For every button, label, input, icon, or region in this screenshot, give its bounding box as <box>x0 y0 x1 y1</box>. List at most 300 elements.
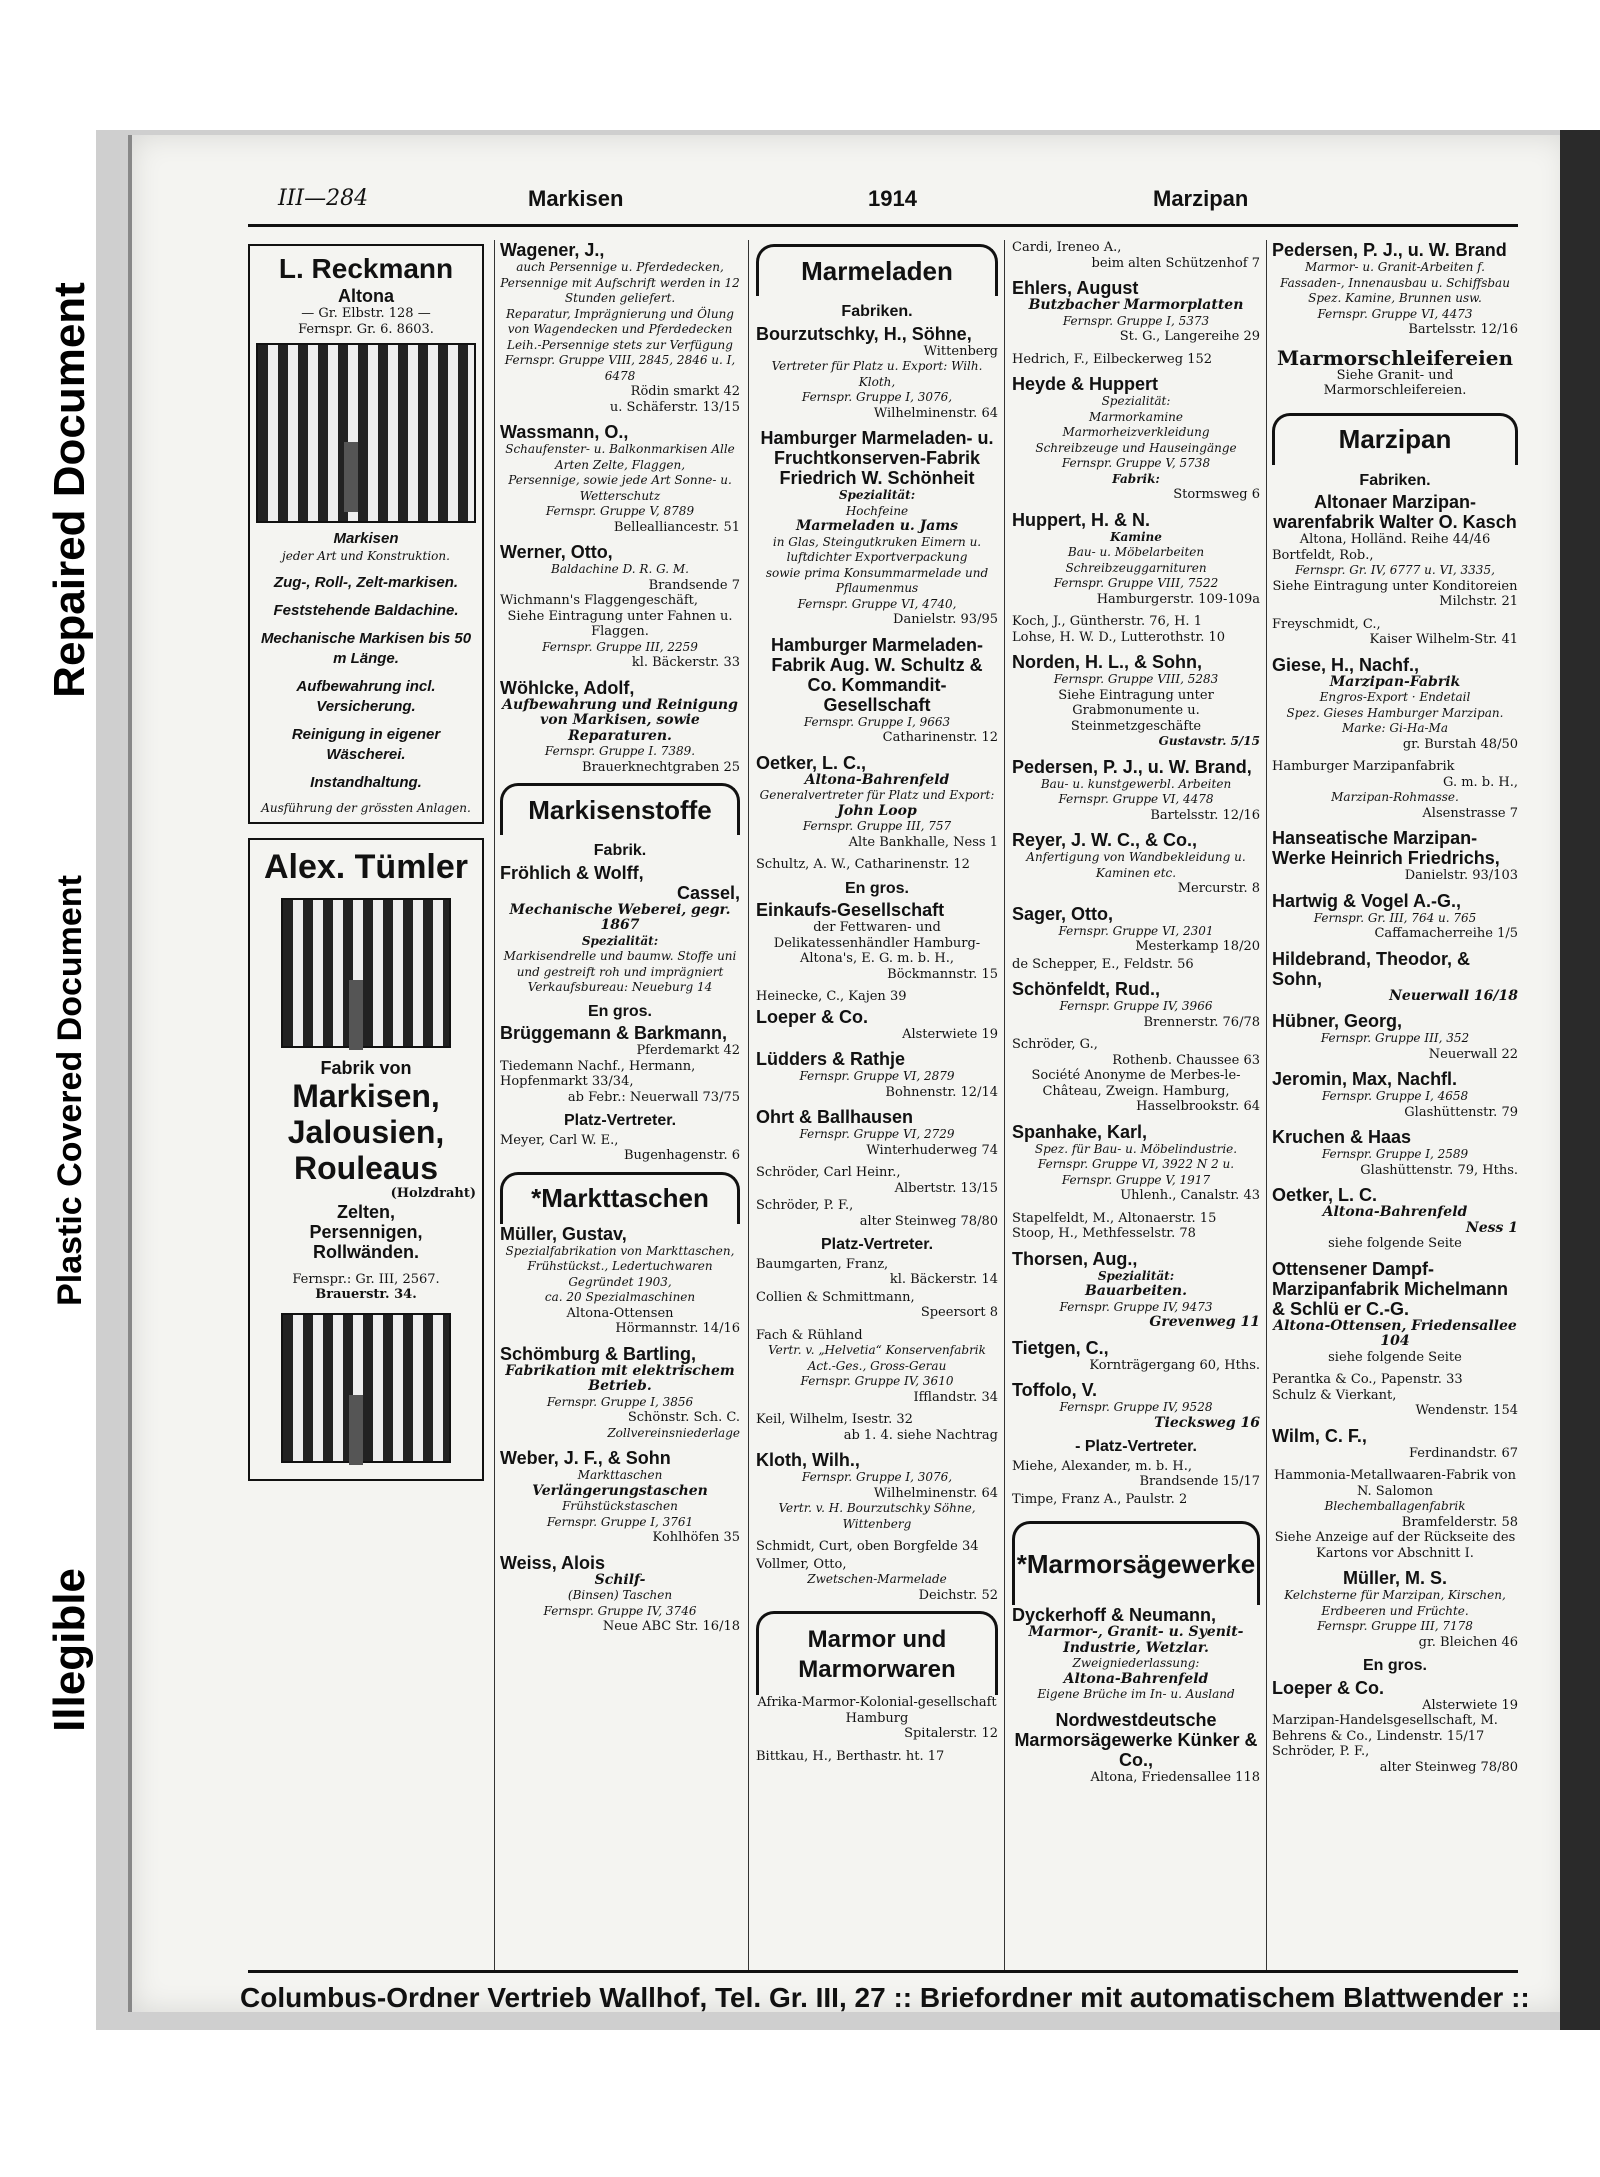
entry-desc: Spezialfabrikation von Markttaschen, Frühstückst., Ledertuchwaren <box>505 1243 735 1273</box>
entry <box>500 240 740 415</box>
entry-name: Kloth, Wilh., <box>756 1450 860 1470</box>
entry-text: Altona, Holländ. Reihe 44/46 <box>1299 532 1491 547</box>
entry-text: Hedrich, F., Eilbeckerweg 152 <box>1012 351 1213 367</box>
entry-desc: Fernspr. Gruppe VI, 2879 <box>799 1069 955 1083</box>
entry-desc: Reparatur, Imprägnierung und Ölung von Wagendecken und Pferdedecken <box>506 306 734 336</box>
entry-address: Deichstr. 52 <box>918 1587 998 1603</box>
shutter-illustration <box>281 898 451 1048</box>
entry-name: Spanhake, Karl, <box>1012 1121 1148 1142</box>
entry-name: Müller, Gustav, <box>500 1223 627 1244</box>
entry <box>756 1007 998 1043</box>
column-4 <box>1012 240 1260 1970</box>
entry-text: Siehe Eintragung unter Konditoreien <box>1272 578 1518 594</box>
entry-text: Tiedemann Nachf., Hermann, Hopfenmarkt 33/34, <box>500 1058 696 1089</box>
entry <box>500 678 740 776</box>
entry-name: Sager, Otto, <box>1012 903 1114 924</box>
entry-address: Gustavstr. 5/15 <box>1158 734 1260 748</box>
entry-desc: Fernspr. Gruppe I, 4658 <box>1321 1089 1469 1103</box>
entry-desc: Fernspr. Gruppe I, 3761 <box>546 1514 694 1529</box>
entry-desc: Fernspr. Gruppe I, 9663 <box>803 714 951 729</box>
entry-desc: Fernspr. Gruppe IV, 3966 <box>1059 999 1213 1013</box>
entry-desc: auch Persennige u. Pferdedecken, <box>516 260 724 274</box>
entry <box>1012 1380 1260 1431</box>
entry-desc: Bauarbeiten. <box>1085 1283 1187 1299</box>
entry <box>1272 1185 1518 1252</box>
entry-address: Stormsweg 6 <box>1173 487 1260 502</box>
entry-desc: Fernspr. Gr. III, 764 u. 765 <box>1313 910 1477 925</box>
entry-desc: Eigene Brüche im In- u. Ausland <box>1037 1687 1235 1701</box>
entry-name: Schönfeldt, Rud., <box>1012 979 1160 999</box>
entry-name: Tietgen, C., <box>1012 1337 1109 1358</box>
section-heading: Marzipan <box>1272 413 1518 465</box>
entry-address: Rödin smarkt 42 <box>630 384 740 399</box>
ad-street: — Gr. Elbstr. 128 — <box>301 306 431 321</box>
entry-name: Weiss, Alois <box>500 1552 606 1573</box>
entry <box>1272 1426 1518 1462</box>
entry-address: Mercurstr. 8 <box>1177 881 1260 896</box>
entry-name: Werner, Otto, <box>500 542 613 562</box>
entry-text: Meyer, Carl W. E., <box>500 1132 619 1148</box>
entry-address: Brauerknechtgraben 25 <box>582 759 740 775</box>
entry-name: Lüdders & Rathje <box>756 1049 906 1069</box>
entry-desc: Fernspr. Gruppe I, 5373 <box>1062 313 1210 328</box>
entry <box>1012 757 1260 824</box>
entry-desc: Spezialität: <box>1097 1268 1175 1283</box>
entry-text: Afrika-Marmor-Kolonial-gesellschaft Hamburg <box>757 1695 997 1726</box>
ad-line: Feststehende Baldachine. <box>273 601 459 619</box>
header-year: 1914 <box>868 186 917 211</box>
entry-address: Alsterwiete 19 <box>1422 1697 1518 1713</box>
entry <box>1012 352 1260 368</box>
entry-text: Hammonia-Metallwaaren-Fabrik von N. Salomon <box>1274 1468 1516 1499</box>
ad-line: Rollwänden. <box>312 1241 419 1262</box>
entry <box>1012 374 1260 503</box>
entry-text: Perantka & Co., Papenstr. 33 <box>1272 1372 1463 1387</box>
ad-line: Fabrik von <box>320 1058 412 1078</box>
entry-address: Pferdemarkt 42 <box>636 1043 740 1058</box>
entry <box>500 1023 740 1105</box>
footer-rule <box>248 1970 1518 1973</box>
entry <box>500 863 740 996</box>
entry-text: siehe folgende Seite <box>1328 1349 1462 1365</box>
entry-desc: Schreibzeuggarnituren <box>1065 560 1207 575</box>
entry-name: Wilm, C. F., <box>1272 1425 1367 1446</box>
ad-line: Aufbewahrung incl. Versicherung. <box>296 677 436 715</box>
entry-desc: Fernspr. Gruppe III, 7178 <box>1317 1619 1473 1633</box>
ad-reckmann <box>248 244 484 824</box>
section-sub: - Platz-Vertreter. <box>1075 1438 1197 1455</box>
section-note: Siehe Granit- und Marmorschleifereien. <box>1323 367 1467 398</box>
entry-desc: Leih.-Persennige stets zur Verfügung <box>507 337 733 352</box>
entry-text: Miehe, Alexander, m. b. H., <box>1012 1458 1193 1474</box>
entry-desc: Gegründet 1903, <box>568 1274 672 1289</box>
entry <box>756 1328 998 1406</box>
entry-address: Bugenhagenstr. 6 <box>623 1148 740 1163</box>
entry-desc: Altona-Bahrenfeld <box>1063 1670 1209 1687</box>
entry-desc: Generalvertreter für Platz und Export: <box>759 788 995 802</box>
entry-desc: ca. 20 Spezialmaschinen <box>544 1290 696 1304</box>
entry <box>756 1749 998 1765</box>
entry-desc: Vertr. v. H. Bourzutschky Söhne, Wittenberg <box>778 1501 976 1531</box>
entry-name: Hamburger Marmeladen-Fabrik Aug. W. Schultz & Co. Kommandit-Gesellschaft <box>770 634 984 715</box>
entry-desc: Markisendrelle und baumw. Stoffe uni und gestreift roh und imprägniert <box>503 949 737 979</box>
section-sub: Fabrik. <box>593 842 647 859</box>
entry <box>1012 240 1260 271</box>
entry-address: Ifflandstr. 34 <box>913 1389 998 1405</box>
ad-line: Persennigen, <box>309 1221 423 1242</box>
entry <box>756 1412 998 1443</box>
entry-desc: Fernspr. Gruppe I, 3076, <box>801 390 953 404</box>
entry-address: Bohnenstr. 12/14 <box>885 1084 998 1100</box>
entry-text: Fach & Rühland <box>756 1327 863 1343</box>
entry-text: Timpe, Franz A., Paulstr. 2 <box>1012 1491 1188 1507</box>
entry-desc: Fernspr. Gruppe I. 7389. <box>544 744 696 758</box>
section-fraktur: Marmorschleifereien <box>1276 345 1514 370</box>
entry-address: G. m. b. H., <box>1443 774 1518 790</box>
section-heading: *Marmorsägewerke <box>1012 1521 1260 1605</box>
entry-address: ab Febr.: Neuerwall 73/75 <box>567 1089 740 1105</box>
entry <box>1012 1459 1260 1490</box>
entry <box>1012 1605 1260 1703</box>
entry <box>1272 1678 1518 1776</box>
entry <box>500 422 740 535</box>
entry-name: Wagener, J., <box>500 240 605 260</box>
ad-phone: Fernspr.: Gr. III, 2567. <box>292 1271 440 1287</box>
entry-desc: Butzbacher Marmorplatten <box>1028 297 1244 313</box>
entry-desc: Fernspr. Gruppe VI, 3922 N 2 u. Fernspr. Gruppe V, 1917 <box>1037 1157 1235 1187</box>
section-sub: En gros. <box>1362 1657 1427 1674</box>
entry-address: Brennerstr. 76/78 <box>1143 1014 1260 1030</box>
entry-address: Speersort 8 <box>920 1305 998 1320</box>
entry-name: Pedersen, P. J., u. W. Brand <box>1272 240 1507 260</box>
entry-desc: Altona-Ottensen, Friedensallee 104 <box>1273 1317 1517 1349</box>
entry-address: Kohlhöfen 35 <box>652 1530 740 1545</box>
entry-text: Heinecke, C., Kajen 39 <box>756 989 907 1004</box>
entry-desc: Marmorkamine <box>1089 409 1183 424</box>
entry-name: Pedersen, P. J., u. W. Brand, <box>1012 756 1252 777</box>
entry <box>756 753 998 851</box>
entry <box>1012 1249 1260 1331</box>
entry-desc: Fernspr. Gruppe III, 352 <box>1320 1031 1470 1045</box>
entry <box>1012 1492 1260 1508</box>
entry-desc: Vertr. v. „Helvetia“ Konservenfabrik <box>768 1343 986 1357</box>
entry <box>756 989 998 1005</box>
column-separator <box>1266 240 1267 1970</box>
ad-tuemler <box>248 838 484 1481</box>
column-2 <box>500 240 740 1970</box>
entry-desc: Schreibzeuge und Hauseingänge <box>1035 440 1237 455</box>
entry-name: Hübner, Georg, <box>1272 1011 1403 1031</box>
entry-desc: Zwetschen-Marmelade <box>807 1572 947 1586</box>
ad-big-line: Jalousien, <box>287 1114 445 1150</box>
entry <box>756 1198 998 1229</box>
entry-text: Schröder, G., <box>1012 1037 1098 1052</box>
entry-desc: Fernspr. Gruppe VI, 4478 <box>1058 792 1214 806</box>
label-illegible <box>40 1460 100 1840</box>
entry-address: Catharinenstr. 12 <box>882 730 998 745</box>
balcony-illustration <box>281 1313 451 1463</box>
entry-desc: Verlängerungstaschen <box>532 1482 708 1499</box>
section-heading: *Markttaschen <box>500 1172 740 1224</box>
entry-address: Glashüttenstr. 79, Hths. <box>1360 1162 1518 1178</box>
entry <box>1012 1211 1260 1242</box>
entry-address: Schönstr. Sch. C. <box>627 1410 740 1425</box>
entry-desc: Fernspr. Gruppe IV, 3746 <box>543 1603 697 1618</box>
entry-name: Wassmann, O., <box>500 422 629 442</box>
label-illegible-text: Illegible <box>45 1568 95 1732</box>
entry-address: Bartelsstr. 12/16 <box>1150 807 1260 823</box>
entry-address: Uhlenh., Canalstr. 43 <box>1120 1188 1260 1203</box>
entry-text: Lohse, H. W. D., Lutterothstr. 10 <box>1012 629 1226 645</box>
entry-address: Ferdinandstr. 67 <box>1408 1445 1518 1461</box>
entry-name: Norden, H. L., & Sohn, <box>1012 652 1202 672</box>
ad-big-line: Markisen, <box>292 1078 440 1114</box>
section-sub: Fabriken. <box>841 303 913 320</box>
entry-address: Neuerwall 16/18 <box>1389 987 1518 1004</box>
entry-name: Altonaer Marzipan-warenfabrik Walter O. Kasch <box>1273 492 1517 532</box>
entry-address: Kaiser Wilhelm-Str. 41 <box>1369 632 1518 647</box>
entry <box>756 1539 998 1555</box>
entry-desc: Fernspr. Gruppe VI, 4473 <box>1317 306 1473 321</box>
entry-name: Ottensener Dampf-Marzipanfabrik Michelmann & Schlü er C.-G. <box>1272 1258 1509 1319</box>
entry-desc: Fernspr. Gruppe VIII, 7522 <box>1053 576 1219 590</box>
entry-address: Neuerwall 22 <box>1428 1046 1518 1062</box>
entry-name: Heyde & Huppert <box>1012 374 1159 394</box>
entry-desc: Aufbewahrung und Reinigung von Markisen, sowie Reparaturen. <box>502 696 738 744</box>
entry-desc: John Loop <box>837 802 917 819</box>
entry-desc: (Binsen) Taschen <box>567 1588 673 1602</box>
column-separator <box>748 240 749 1970</box>
entry-desc: Fernspr. Gruppe IV, 3610 <box>800 1374 954 1388</box>
entry-address: beim alten Schützenhof 7 <box>1091 255 1260 271</box>
entry-desc: Fernspr. Gruppe VIII, 2845, 2846 u. I, 6478 <box>504 353 736 383</box>
entry-desc: Persennige mit Aufschrift werden in 12 Stunden geliefert. <box>500 275 740 305</box>
section-heading: Marmeladen <box>756 244 998 296</box>
entry-desc: Spezialität: <box>581 933 659 948</box>
footer-ad: Columbus-Ordner Vertrieb Wallhof, Tel. Gr. III, 27 :: Briefordner mit automatischem Blattwender :: <box>240 1982 1530 2013</box>
ad-line: Reinigung in eigener Wäscherei. <box>291 725 441 763</box>
entry-desc: Kamine <box>1110 529 1162 544</box>
entry <box>756 1450 998 1532</box>
entry-text: Collien & Schmittmann, <box>756 1289 915 1305</box>
entry-text: Altona-Ottensen <box>566 1305 674 1321</box>
entry-name: Hartwig & Vogel A.-G., <box>1272 890 1462 911</box>
entry <box>1272 759 1518 821</box>
entry-text: der Fettwaren- und Delikatessenhändler Hamburg-Altona's, E. G. m. b. H., <box>773 920 981 966</box>
entry-name: Loeper & Co. <box>756 1006 869 1027</box>
entry-text: Stapelfeldt, M., Altonaerstr. 15 <box>1012 1210 1217 1226</box>
entry-desc: Fernspr. Gruppe I, 3076, <box>801 1470 953 1484</box>
entry <box>1272 617 1518 648</box>
entry-address: gr. Burstah 48/50 <box>1402 736 1518 752</box>
entry <box>1012 830 1260 897</box>
entry-address: Bramfelderstr. 58 <box>1401 1514 1518 1530</box>
entry-address: Bartelsstr. 12/16 <box>1408 322 1518 337</box>
entry-text: Hamburger Marzipanfabrik <box>1272 759 1455 774</box>
entry-address: Alte Bankhalle, Ness 1 <box>848 834 998 850</box>
entry-desc: Baldachine D. R. G. M. <box>551 562 689 576</box>
entry-address: Brandsende 7 <box>648 577 740 593</box>
entry-desc: Fernspr. Gruppe I, 2589 <box>1321 1147 1469 1161</box>
entry <box>756 1257 998 1288</box>
entry-address: Wendenstr. 154 <box>1415 1403 1518 1418</box>
entry-text: Keil, Wilhelm, Isestr. 32 <box>756 1412 913 1427</box>
header-left: Markisen <box>528 186 624 211</box>
entry-text: Schröder, Carl Heinr., <box>756 1165 901 1180</box>
section-sub: En gros. <box>844 879 909 897</box>
entry <box>1012 652 1260 750</box>
entry-desc: Hochfeine <box>845 503 909 518</box>
entry-address: ab 1. 4. siehe Nachtrag <box>843 1427 998 1443</box>
entry-address: St. G., Langereihe 29 <box>1119 329 1260 344</box>
entry-desc: Fernspr. Gruppe VI, 4740, <box>797 596 957 611</box>
entry-name: Huppert, H. & N. <box>1012 509 1150 530</box>
header-rule <box>248 224 1518 227</box>
entry-address: Alsterwiete 19 <box>902 1026 998 1042</box>
entry-desc: Fernspr. Gruppe V, 8789 <box>545 504 695 518</box>
entry-desc: Spez. Gieses Hamburger Marzipan. Marke: Gi-Ha-Ma <box>1286 705 1504 735</box>
entry-desc: Zweigniederlassung: <box>1072 1656 1200 1670</box>
entry-desc: sowie prima Konsummarmelade und Pflaumenmus <box>765 565 989 595</box>
entry <box>1272 891 1518 942</box>
entry-desc: Mechanische Weberei, gegr. 1867 <box>509 901 731 933</box>
ad-title: Alex. Tümler <box>263 848 469 886</box>
entry <box>500 1224 740 1337</box>
entry-address: kl. Bäckerstr. 14 <box>889 1272 998 1287</box>
column-3 <box>756 240 998 1970</box>
entry <box>756 1049 998 1100</box>
entry-desc: Altona-Bahrenfeld <box>1322 1204 1468 1220</box>
header-right: Marzipan <box>1153 186 1249 211</box>
entry <box>1012 1037 1260 1115</box>
entry <box>756 1290 998 1321</box>
entry <box>1272 1372 1518 1419</box>
entry <box>756 1107 998 1158</box>
entry-address: gr. Bleichen 46 <box>1418 1634 1518 1650</box>
entry-desc: Fernspr. Gruppe III, 2259 <box>542 639 698 654</box>
entry-desc: Schilf- <box>594 1571 646 1588</box>
entry-text: Wichmann's Flaggengeschäft, <box>500 593 699 608</box>
entry <box>756 857 998 873</box>
entry-desc: Fernspr. Gruppe IV, 9528 <box>1059 1400 1213 1414</box>
entry-address: Kornträgergang 60, Hths. <box>1089 1357 1260 1373</box>
entry-address: Hasselbrookstr. 64 <box>1136 1099 1260 1114</box>
entry-address: Winterhuderweg 74 <box>866 1142 998 1158</box>
entry-desc: Kelchsterne für Marzipan, Kirschen, Erdbeeren und Früchte. <box>1284 1588 1506 1618</box>
entry <box>756 900 998 982</box>
entry-desc: Spez. für Bau- u. Möbelindustrie. <box>1034 1141 1238 1156</box>
entry-name: Oetker, L. C., <box>756 752 867 773</box>
entry <box>1272 655 1518 753</box>
label-plastic-text: Plastic Covered Document <box>50 874 89 1306</box>
entry-desc: Bau- u. kunstgewerbl. Arbeiten <box>1040 776 1232 791</box>
entry <box>1012 1122 1260 1204</box>
entry-desc: Ness 1 <box>1465 1219 1518 1236</box>
entry-address: Böckmannstr. 15 <box>887 966 998 982</box>
entry-desc: Altona-Bahrenfeld <box>804 771 950 788</box>
entry-text: siehe folgende Seite <box>1328 1236 1462 1251</box>
entry-desc: Marmeladen u. Jams <box>795 518 959 534</box>
entry-desc: Fabrikation mit elektrischem Betrieb. <box>505 1362 735 1394</box>
page-header <box>248 186 1518 216</box>
section-sub: Fabriken. <box>1359 471 1431 489</box>
entry-name: Schömburg & Bartling, <box>500 1343 697 1364</box>
entry <box>756 635 998 746</box>
entry-address: Tiecksweg 16 <box>1154 1414 1260 1431</box>
entry <box>1012 278 1260 345</box>
entry-desc: Markttaschen <box>577 1468 663 1482</box>
entry-desc: Fernspr. Gr. IV, 6777 u. VI, 3335, <box>1295 563 1495 577</box>
entry-address: Brandsende 15/17 <box>1139 1474 1260 1489</box>
entry-desc: Spezialität: <box>1101 394 1171 408</box>
entry-desc: Fernspr. Gruppe VIII, 5283 <box>1053 672 1219 686</box>
entry-desc: Fernspr. Gruppe VI, 2301 <box>1058 923 1214 938</box>
entry-desc: Marzipan-Fabrik <box>1329 673 1461 690</box>
entry-desc: Schaufenster- u. Balkonmarkisen Alle Arten Zelte, Flaggen, <box>505 442 735 472</box>
entry-address: Glashüttenstr. 79 <box>1404 1104 1518 1120</box>
entry-address: Wilhelminenstr. 64 <box>873 1485 998 1501</box>
entry-name: Dyckerhoff & Neumann, <box>1012 1605 1217 1625</box>
column-1 <box>248 240 484 1970</box>
entry-address: Zollvereinsniederlage <box>607 1425 740 1440</box>
entry-text: Koch, J., Güntherstr. 76, H. 1 <box>1012 614 1202 629</box>
entry-name: Ohrt & Ballhausen <box>756 1107 914 1127</box>
entry <box>1012 1338 1260 1374</box>
entry-text: Freyschmidt, C., <box>1272 616 1381 632</box>
entry-address: Altona, Friedensallee 118 <box>1090 1769 1260 1785</box>
entry-name: Weber, J. F., & Sohn <box>500 1448 671 1468</box>
entry <box>1012 957 1260 973</box>
ad-line: (Holzdraht) <box>390 1186 476 1201</box>
entry <box>1272 1259 1518 1366</box>
entry-desc: Engros-Export · Endetail <box>1319 690 1471 704</box>
entry-name: Wöhlcke, Adolf, <box>500 677 635 698</box>
entry-name: Hamburger Marmeladen- u. Fruchtkonserven-Fabrik Friedrich W. Schönheit <box>760 428 994 488</box>
entry-name: Müller, M. S. <box>1342 1568 1448 1588</box>
entry <box>1272 1127 1518 1178</box>
entry-address: Mesterkamp 18/20 <box>1135 939 1260 954</box>
entry <box>1012 510 1260 608</box>
entry <box>500 1448 740 1546</box>
entry-address: kl. Bäckerstr. 33 <box>631 655 740 670</box>
entry-name: Nordwestdeutsche Marmorsägewerke Künker & Co., <box>1014 1709 1258 1770</box>
entry-text: Siehe Eintragung unter Grabmonumente u. Steinmetzgeschäfte <box>1058 687 1214 734</box>
entry <box>1272 240 1518 338</box>
entry-address: Alsenstrasse 7 <box>1422 805 1518 821</box>
section-sub: Platz-Vertreter. <box>820 1236 934 1253</box>
entry-text: Société Anonyme de Merbes-le-Château, Zweign. Hamburg, <box>1031 1068 1241 1099</box>
ad-line: Ausführung der grössten Anlagen. <box>261 800 471 815</box>
entry <box>500 1133 740 1164</box>
entry-address: Wilhelminenstr. 64 <box>873 405 998 421</box>
entry-desc: Fabrik: <box>1112 471 1160 486</box>
entry-text: Marzipan-Handelsgesellschaft, M. Behrens & Co., Lindenstr. 15/17 <box>1272 1713 1498 1744</box>
entry-text: Schröder, P. F., <box>1272 1744 1370 1759</box>
page-edge <box>1560 130 1600 2030</box>
entry-address: Hörmannstr. 14/16 <box>615 1321 740 1336</box>
ad-line: Zug-, Roll-, Zelt-markisen. <box>273 573 459 591</box>
entry <box>500 542 740 671</box>
entry <box>1272 1568 1518 1650</box>
entry-text: Siehe Anzeige auf der Rückseite des Kartons vor Abschnitt I. <box>1274 1530 1516 1561</box>
entry-name: Hildebrand, Theodor, & Sohn, <box>1272 948 1471 989</box>
entry-name: Ehlers, August <box>1012 278 1139 298</box>
entry-name: Kruchen & Haas <box>1272 1127 1412 1147</box>
entry <box>1272 1069 1518 1120</box>
label-repaired-text: Repaired Document <box>45 282 95 698</box>
entry-address: Hamburgerstr. 109-109a <box>1096 591 1260 607</box>
ad-city: Altona <box>338 286 394 306</box>
